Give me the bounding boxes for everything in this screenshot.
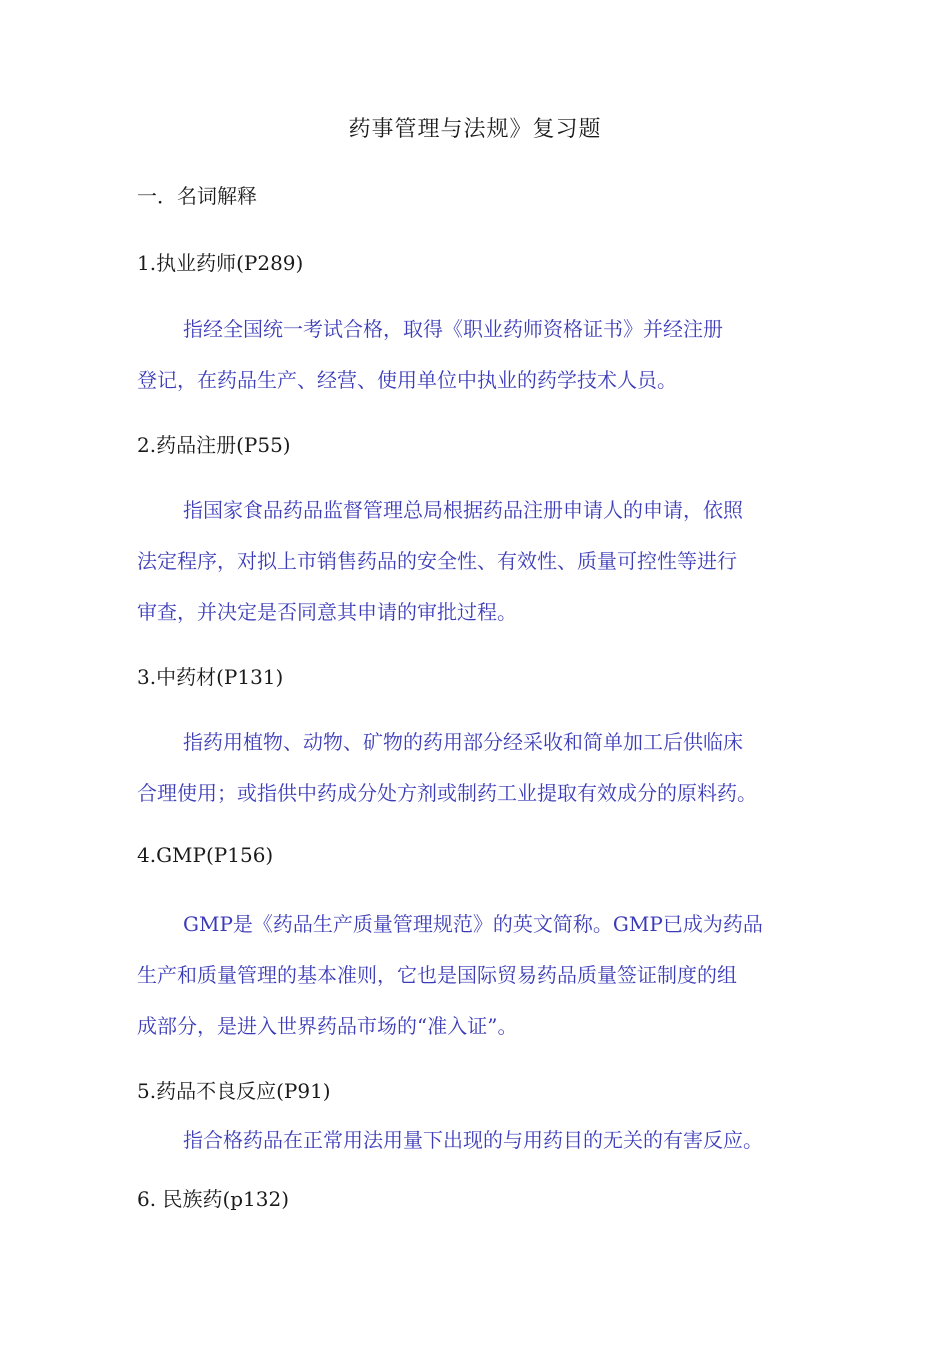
term-4-definition-line-1: GMP是《药品生产质量管理规范》的英文简称。GMP已成为药品 — [183, 912, 763, 936]
term-heading-4: 4.GMP(P156) — [137, 843, 274, 867]
term-heading-1: 1.执业药师(P289) — [137, 251, 304, 275]
term-3-definition-line-2: 合理使用；或指供中药成分处方剂或制药工业提取有效成分的原料药。 — [137, 781, 757, 805]
section-heading: 一．名词解释 — [137, 184, 257, 208]
term-3-definition-line-1: 指药用植物、动物、矿物的药用部分经采收和简单加工后供临床 — [183, 730, 743, 754]
page-title: 药事管理与法规》复习题 — [348, 117, 602, 142]
term-4-definition-line-2: 生产和质量管理的基本准则，它也是国际贸易药品质量签证制度的组 — [137, 963, 737, 987]
term-heading-3: 3.中药材(P131) — [137, 665, 284, 689]
term-5-definition-line-1: 指合格药品在正常用法用量下出现的与用药目的无关的有害反应。 — [183, 1128, 763, 1152]
term-2-definition-line-2: 法定程序，对拟上市销售药品的安全性、有效性、质量可控性等进行 — [137, 549, 737, 573]
term-heading-5: 5.药品不良反应(P91) — [137, 1079, 331, 1103]
term-4-definition-line-3: 成部分，是进入世界药品市场的“准入证”。 — [137, 1014, 518, 1038]
term-2-definition-line-3: 审查，并决定是否同意其申请的审批过程。 — [137, 600, 517, 624]
term-1-definition-line-1: 指经全国统一考试合格，取得《职业药师资格证书》并经注册 — [183, 317, 723, 341]
term-2-definition-line-1: 指国家食品药品监督管理总局根据药品注册申请人的申请，依照 — [183, 498, 743, 522]
term-heading-6: 6. 民族药(p132) — [137, 1187, 290, 1211]
term-heading-2: 2.药品注册(P55) — [137, 433, 291, 457]
term-1-definition-line-2: 登记，在药品生产、经营、使用单位中执业的药学技术人员。 — [137, 368, 677, 392]
